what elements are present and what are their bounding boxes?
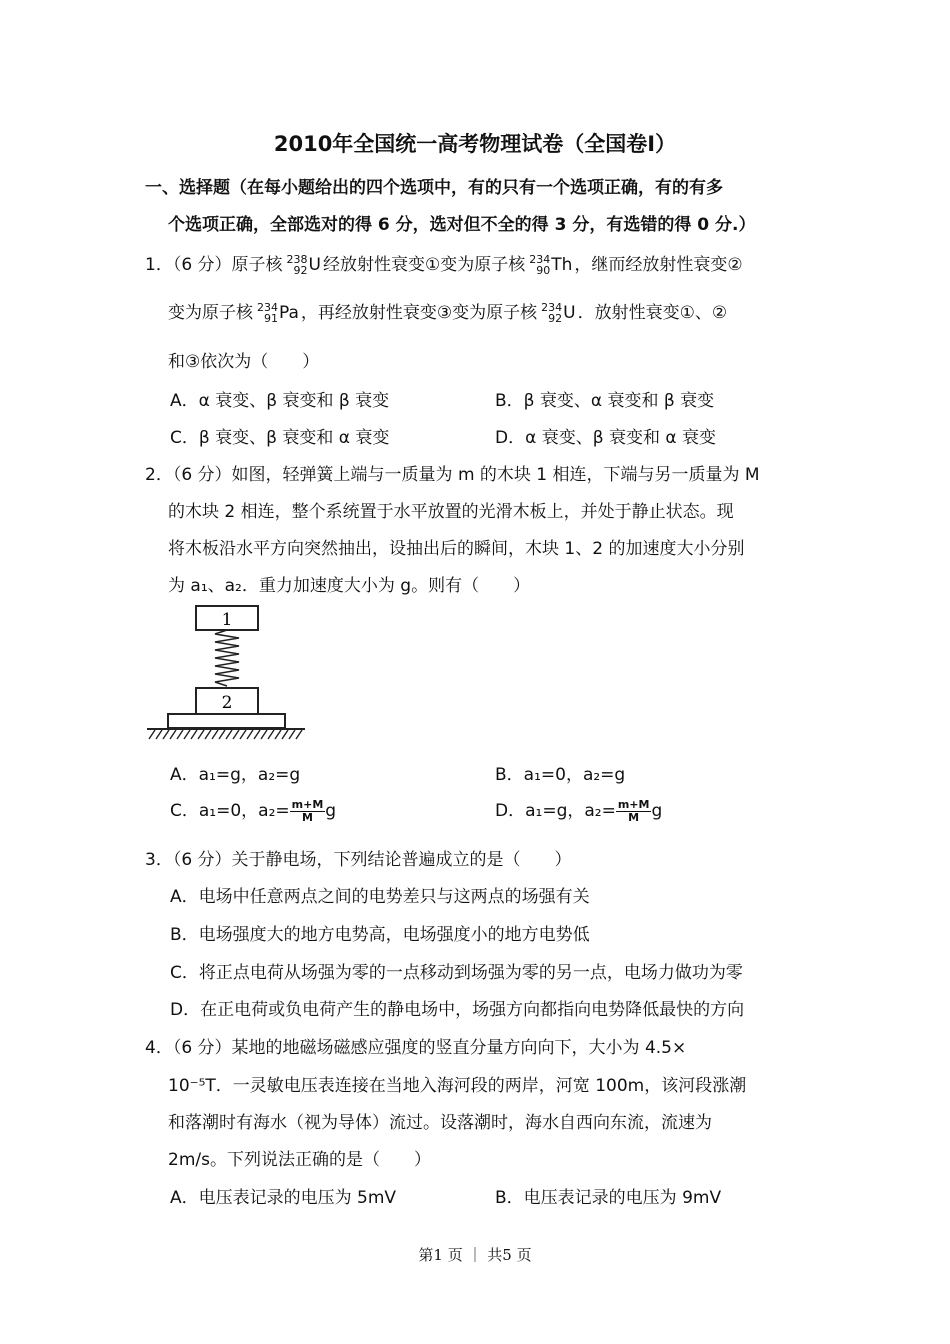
q4-line2: 10⁻⁵T．一灵敏电压表连接在当地入海河段的两岸，河宽 100m，该河段涨潮 — [168, 1076, 747, 1096]
q1-prefix: 1．（6 分）原子核 — [145, 255, 283, 275]
spring — [215, 630, 239, 686]
q1-end1: ，继而经放射性衰变② — [574, 255, 743, 275]
fraction-numerator: m+M — [617, 797, 650, 811]
block-2-label: 2 — [221, 693, 233, 713]
q1-option-c: C．β 衰变、β 衰变和 α 衰变 — [170, 428, 390, 448]
q1-l2b: ，再经放射性衰变③变为原子核 — [300, 303, 538, 323]
q2-option-b: B．a₁=0，a₂=g — [495, 765, 626, 785]
block-1-label: 1 — [221, 610, 233, 630]
atomic-number: 91 — [264, 312, 278, 325]
ground-hatching — [149, 730, 302, 739]
q1-option-a: A．α 衰变、β 衰变和 β 衰变 — [170, 391, 390, 411]
nuclide-u234 — [541, 302, 575, 324]
q2-line4: 为 a₁、a₂．重力加速度大小为 g。则有（ ） — [168, 576, 531, 596]
atomic-number: 92 — [293, 264, 308, 277]
fraction-denominator: M — [628, 810, 640, 824]
atomic-number: 90 — [536, 264, 551, 277]
element-symbol: U — [308, 255, 321, 275]
page-title: 2010年全国统一高考物理试卷（全国卷Ⅰ） — [273, 132, 677, 156]
q3-option-c: C．将正点电荷从场强为零的一点移动到场强为零的另一点，电场力做功为零 — [170, 963, 743, 983]
page-footer: 第1 页 ｜ 共5 页 — [418, 1246, 532, 1264]
mass-number: 234 — [529, 253, 551, 266]
q1-l2c: ．放射性衰变①、② — [577, 303, 728, 323]
g-symbol: g — [651, 801, 663, 821]
board — [168, 714, 285, 728]
q3-option-a: A．电场中任意两点之间的电势差只与这两点的场强有关 — [170, 887, 590, 907]
fraction-m-plus-M-over-M — [290, 799, 326, 824]
q1-l2a: 变为原子核 — [168, 303, 253, 323]
atomic-number: 92 — [548, 312, 563, 325]
q4-option-b: B．电压表记录的电压为 9mV — [495, 1188, 722, 1208]
mass-number: 238 — [286, 253, 308, 266]
q4-line4: 2m/s。下列说法正确的是（ ） — [168, 1150, 431, 1170]
q4-line1: 4．（6 分）某地的地磁场磁感应强度的竖直分量方向向下，大小为 4.5× — [145, 1038, 687, 1058]
element-symbol: U — [563, 303, 576, 323]
fraction-denominator: M — [301, 810, 313, 824]
q2-line1: 2．（6 分）如图，轻弹簧上端与一质量为 m 的木块 1 相连，下端与另一质量为 M — [145, 465, 760, 485]
q1-option-b: B．β 衰变、α 衰变和 β 衰变 — [495, 391, 715, 411]
spring-block-figure — [145, 600, 310, 745]
fraction-numerator: m+M — [291, 797, 324, 811]
q2-line2: 的木块 2 相连，整个系统置于水平放置的光滑木板上，并处于静止状态。现 — [168, 502, 734, 522]
q1-mid1: 经放射性衰变①变为原子核 — [323, 255, 526, 275]
mass-number: 234 — [257, 301, 278, 314]
q1-line1 — [145, 250, 743, 276]
section-heading-line1: 一、选择题（在每小题给出的四个选项中，有的只有一个选项正确，有的有多 — [145, 178, 723, 198]
q1-option-d: D．α 衰变、β 衰变和 α 衰变 — [495, 428, 716, 448]
g-symbol: g — [325, 801, 337, 821]
q2-line3: 将木板沿水平方向突然抽出，设抽出后的瞬间，木块 1、2 的加速度大小分别 — [168, 539, 745, 559]
nuclide-pa234 — [257, 302, 299, 324]
q2-option-c — [170, 796, 336, 824]
q4-option-a: A．电压表记录的电压为 5mV — [170, 1188, 397, 1208]
q2-option-d-text: D．a₁=g，a₂= — [495, 801, 616, 821]
q3-option-b: B．电场强度大的地方电势高，电场强度小的地方电势低 — [170, 925, 590, 945]
fraction-m-plus-M-over-M — [616, 799, 652, 824]
q2-option-a: A．a₁=g，a₂=g — [170, 765, 301, 785]
nuclide-th234 — [529, 254, 572, 276]
q1-line2 — [168, 298, 727, 324]
q3-stem: 3．（6 分）关于静电场，下列结论普遍成立的是（ ） — [145, 850, 572, 870]
q4-line3: 和落潮时有海水（视为导体）流过。设落潮时，海水自西向东流，流速为 — [168, 1113, 712, 1133]
q3-option-d: D．在正电荷或负电荷产生的静电场中，场强方向都指向电势降低最快的方向 — [170, 1000, 745, 1020]
nuclide-u238 — [287, 254, 321, 276]
q2-option-d — [495, 796, 662, 824]
section-heading-line2: 个选项正确，全部选对的得 6 分，选对但不全的得 3 分，有选错的得 0 分.） — [168, 215, 756, 235]
element-symbol: Th — [551, 255, 573, 275]
mass-number: 234 — [541, 301, 563, 314]
q1-line3: 和③依次为（ ） — [168, 352, 320, 372]
q2-option-c-text: C．a₁=0，a₂= — [170, 801, 290, 821]
element-symbol: Pa — [279, 303, 299, 323]
